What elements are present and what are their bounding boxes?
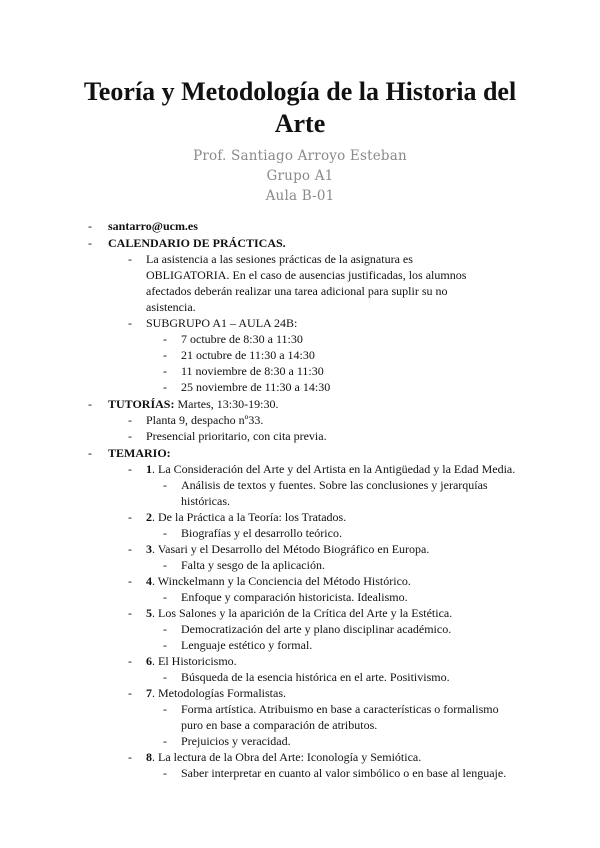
topic-item — [0, 509, 600, 541]
bullet-dash: - — [128, 429, 132, 443]
bullet-dash: - — [88, 397, 92, 411]
bullet-dash: - — [88, 236, 92, 250]
topic-number: 1 — [146, 462, 152, 476]
subtopic-item — [0, 557, 600, 573]
subtitle-block — [0, 146, 600, 206]
date-text: 7 octubre de 8:30 a 11:30 — [181, 332, 303, 346]
tutorias-text: Planta 9, despacho nº33. — [146, 413, 264, 427]
topics-list — [108, 461, 600, 781]
bullet-dash: - — [128, 606, 132, 620]
subtopics-list — [146, 477, 600, 509]
bullet-dash: - — [163, 526, 167, 540]
subtopic-text: Forma artística. Atribuismo en base a características o formalismo puro en base a comparación de atributos. — [181, 702, 499, 732]
subtopic-text: Falta y sesgo de la aplicación. — [181, 558, 325, 572]
subtopic-text: Análisis de textos y fuentes. Sobre las conclusiones y jerarquías históricas. — [181, 478, 488, 508]
subtopic-text: Prejuicios y veracidad. — [181, 734, 291, 748]
document-title: Teoría y Metodología de la Historia del Arte — [83, 77, 517, 138]
bullet-dash: - — [163, 766, 167, 780]
topic-item — [0, 685, 600, 749]
tutorias-list — [108, 412, 600, 444]
topic-number: 8 — [146, 750, 152, 764]
group-label: Grupo A1 — [266, 168, 334, 184]
bullet-dash: - — [128, 510, 132, 524]
bullet-dash: - — [128, 413, 132, 427]
topic-item — [0, 461, 600, 509]
calendar-heading: CALENDARIO DE PRÁCTICAS. — [108, 236, 286, 250]
calendar-list — [108, 251, 600, 395]
calendar-section — [0, 235, 600, 395]
topic-title: . De la Práctica a la Teoría: los Tratados. — [152, 510, 347, 524]
subtopic-text: Saber interpretar en cuanto al valor simbólico o en base al lenguaje. — [181, 766, 507, 780]
bullet-dash: - — [163, 380, 167, 394]
subgroup-item — [0, 315, 600, 395]
subtopic-item — [0, 589, 600, 605]
bullet-dash: - — [88, 446, 92, 460]
temario-heading: TEMARIO: — [108, 446, 171, 460]
bullet-dash: - — [163, 364, 167, 378]
subtopic-item — [0, 477, 600, 509]
main-list — [0, 218, 600, 781]
tutorias-text: Presencial prioritario, con cita previa. — [146, 429, 327, 443]
subtopics-list — [146, 525, 600, 541]
subtopic-item — [0, 669, 600, 685]
bullet-dash: - — [128, 462, 132, 476]
room-label: Aula B-01 — [265, 188, 335, 204]
topic-title: . Los Salones y la aparición de la Crítica del Arte y la Estética. — [152, 606, 453, 620]
bullet-dash: - — [128, 252, 132, 266]
subtopic-text: Enfoque y comparación historicista. Idealismo. — [181, 590, 408, 604]
tutorias-label: TUTORÍAS: — [108, 397, 175, 411]
topic-title: . Vasari y el Desarrollo del Método Biográfico en Europa. — [152, 542, 430, 556]
bullet-dash: - — [128, 686, 132, 700]
topic-item — [0, 749, 600, 781]
topic-item — [0, 653, 600, 685]
topic-title: . Winckelmann y la Conciencia del Método Histórico. — [152, 574, 411, 588]
topic-number: 7 — [146, 686, 152, 700]
bullet-dash: - — [163, 590, 167, 604]
subtopic-text: Lenguaje estético y formal. — [181, 638, 313, 652]
professor-name: Prof. Santiago Arroyo Esteban — [193, 148, 407, 164]
subtopics-list — [146, 765, 600, 781]
tutorias-section — [0, 396, 600, 444]
topic-number: 2 — [146, 510, 152, 524]
bullet-dash: - — [88, 219, 92, 233]
subtopics-list — [146, 621, 600, 653]
tutorias-item — [0, 428, 600, 444]
subtopic-item — [0, 525, 600, 541]
bullet-dash: - — [163, 638, 167, 652]
subtopics-list — [146, 557, 600, 573]
bullet-dash: - — [163, 332, 167, 346]
date-item — [0, 331, 600, 347]
topic-number: 5 — [146, 606, 152, 620]
bullet-dash: - — [128, 542, 132, 556]
temario-section — [0, 445, 600, 781]
bullet-dash: - — [163, 670, 167, 684]
subtopics-list — [146, 589, 600, 605]
topic-item — [0, 541, 600, 573]
date-item — [0, 347, 600, 363]
topic-title: . La lectura de la Obra del Arte: Iconología y Semiótica. — [152, 750, 422, 764]
bullet-dash: - — [128, 750, 132, 764]
subtopics-list — [146, 701, 600, 749]
subtopics-list — [146, 669, 600, 685]
bullet-dash: - — [128, 574, 132, 588]
date-text: 25 noviembre de 11:30 a 14:30 — [181, 380, 331, 394]
topic-item — [0, 605, 600, 653]
subtopic-item — [0, 765, 600, 781]
subtopic-item — [0, 637, 600, 653]
tutorias-item — [0, 412, 600, 428]
bullet-dash: - — [128, 316, 132, 330]
date-item — [0, 379, 600, 395]
bullet-dash: - — [163, 478, 167, 492]
topic-number: 3 — [146, 542, 152, 556]
bullet-dash: - — [163, 702, 167, 716]
dates-list — [146, 331, 600, 395]
email-link[interactable]: santarro@ucm.es — [108, 219, 198, 233]
bullet-dash: - — [163, 734, 167, 748]
email-item — [0, 218, 600, 234]
bullet-dash: - — [163, 348, 167, 362]
subgroup-label: SUBGRUPO A1 – AULA 24B: — [146, 316, 298, 330]
attendance-text: La asistencia a las sesiones prácticas de la asignatura es OBLIGATORIA. En el caso de ausencias justificadas, los alumnos afectados deberán realizar una tarea adicional para suplir su no asistencia. — [146, 252, 467, 314]
topic-title: . Metodologías Formalistas. — [152, 686, 286, 700]
subtopic-item — [0, 733, 600, 749]
topic-number: 4 — [146, 574, 152, 588]
tutorias-value: Martes, 13:30-19:30. — [174, 397, 279, 411]
date-text: 11 noviembre de 8:30 a 11:30 — [181, 364, 324, 378]
subtopic-text: Biografías y el desarrollo teórico. — [181, 526, 342, 540]
date-text: 21 octubre de 11:30 a 14:30 — [181, 348, 315, 362]
subtopic-text: Democratización del arte y plano disciplinar académico. — [181, 622, 452, 636]
bullet-dash: - — [128, 654, 132, 668]
bullet-dash: - — [163, 622, 167, 636]
attendance-item — [0, 251, 600, 315]
date-item — [0, 363, 600, 379]
subtopic-text: Búsqueda de la esencia histórica en el arte. Positivismo. — [181, 670, 450, 684]
subtopic-item — [0, 701, 600, 733]
subtopic-item — [0, 621, 600, 637]
topic-number: 6 — [146, 654, 152, 668]
topic-title: . La Consideración del Arte y del Artista en la Antigüedad y la Edad Media. — [152, 462, 516, 476]
topic-item — [0, 573, 600, 605]
topic-title: . El Historicismo. — [152, 654, 237, 668]
bullet-dash: - — [163, 558, 167, 572]
